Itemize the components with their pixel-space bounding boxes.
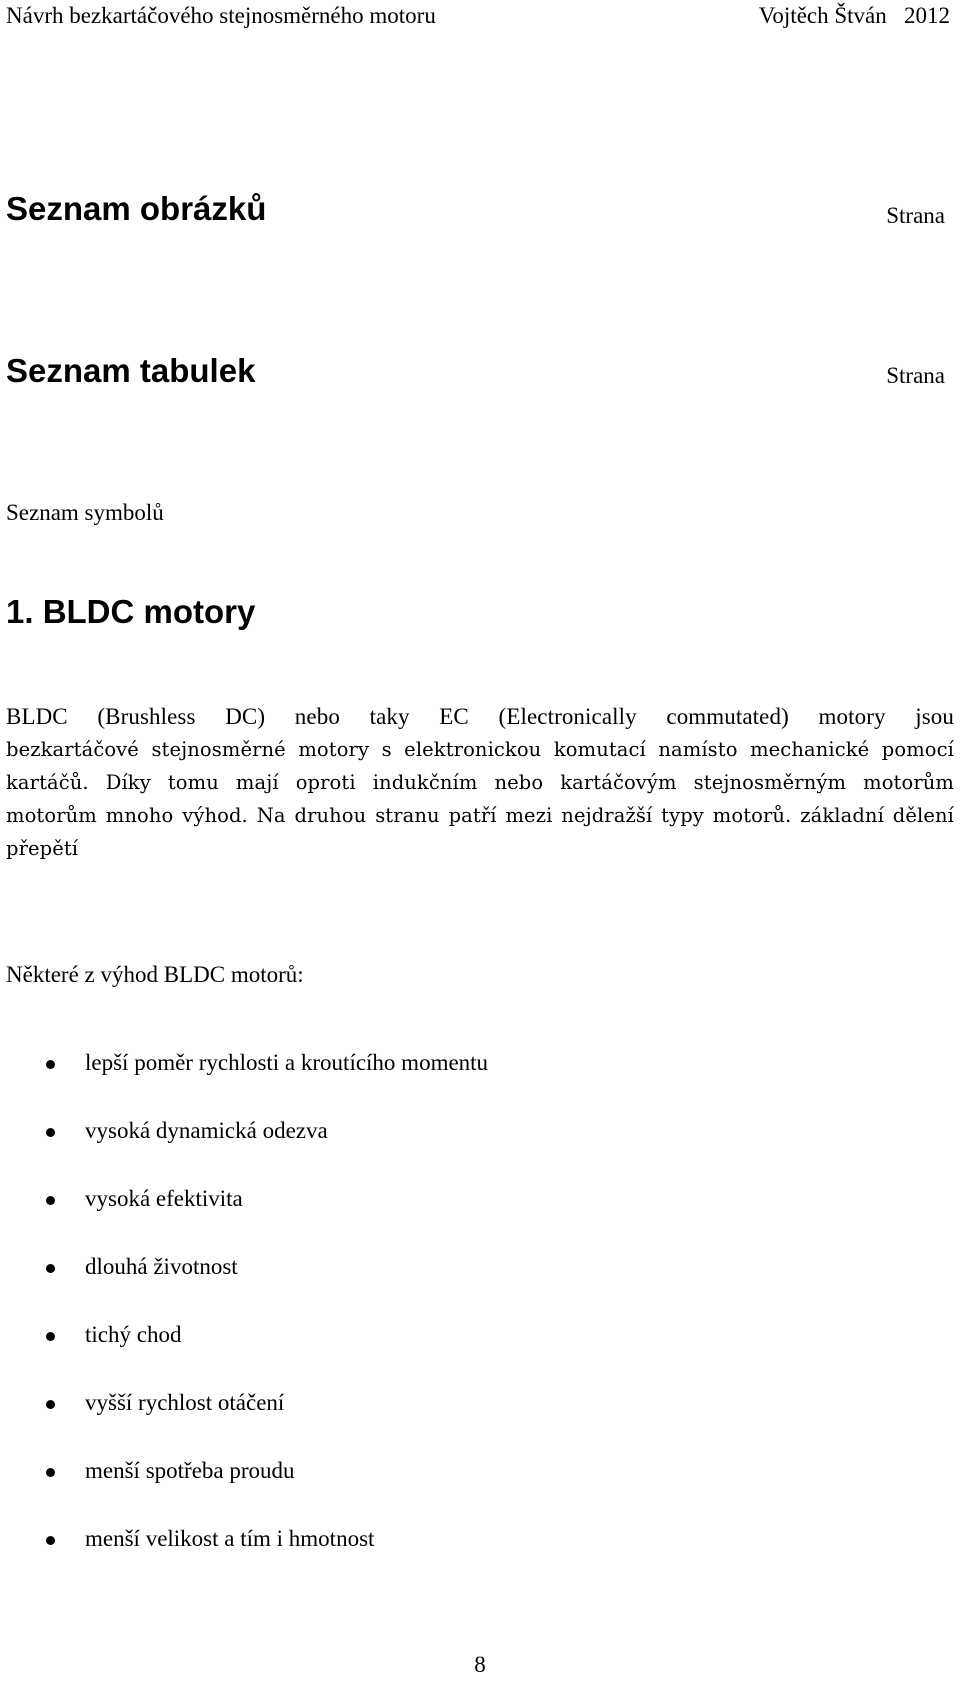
symbols-list-heading: Seznam symbolů <box>6 500 164 525</box>
list-item: vyšší rychlost otáčení <box>0 1390 960 1458</box>
bullet-icon <box>46 1536 55 1545</box>
bullet-icon <box>46 1264 55 1273</box>
header-title: Návrh bezkartáčového stejnosměrného motoru <box>6 3 436 28</box>
bullet-icon <box>46 1060 55 1069</box>
list-item: menší spotřeba proudu <box>0 1458 960 1526</box>
header-author-year: Vojtěch Štván 2012 <box>758 3 950 28</box>
tables-list-strana: Strana <box>886 363 945 388</box>
list-item: tichý chod <box>0 1322 960 1390</box>
page-number: 8 <box>474 1652 486 1677</box>
list-item: vysoká dynamická odezva <box>0 1118 960 1186</box>
chapter-heading: 1. BLDC motory <box>6 593 256 630</box>
list-item: menší velikost a tím i hmotnost <box>0 1526 960 1594</box>
tables-list-heading: Seznam tabulek <box>6 352 256 389</box>
bullet-icon <box>46 1128 55 1137</box>
bullet-icon <box>46 1468 55 1477</box>
paragraph-line-1: BLDC (Brushless DC) nebo taky EC (Electronically commutated) motory jsou <box>6 704 954 729</box>
list-item: dlouhá životnost <box>0 1254 960 1322</box>
bullet-icon <box>46 1196 55 1205</box>
list-item: lepší poměr rychlosti a kroutícího momentu <box>0 1050 960 1118</box>
figures-list-strana: Strana <box>886 203 945 228</box>
paragraph-body: bezkartáčové stejnosměrné motory s elektronickou komutací namísto mechanické pomocí kartáčů. Díky tomu mají oproti indukčním nebo kartáčovým stejnosměrným motorům motorům mnoho výhod. Na druhou stranu patří mezi nejdražší typy motorů. základní dělení přepětí <box>6 738 954 860</box>
advantages-intro: Některé z výhod BLDC motorů: <box>6 962 304 987</box>
list-item: vysoká efektivita <box>0 1186 960 1254</box>
advantages-list <box>0 1050 960 1594</box>
intro-paragraph <box>6 700 954 865</box>
figures-list-heading: Seznam obrázků <box>6 190 267 227</box>
bullet-icon <box>46 1400 55 1409</box>
bullet-icon <box>46 1332 55 1341</box>
